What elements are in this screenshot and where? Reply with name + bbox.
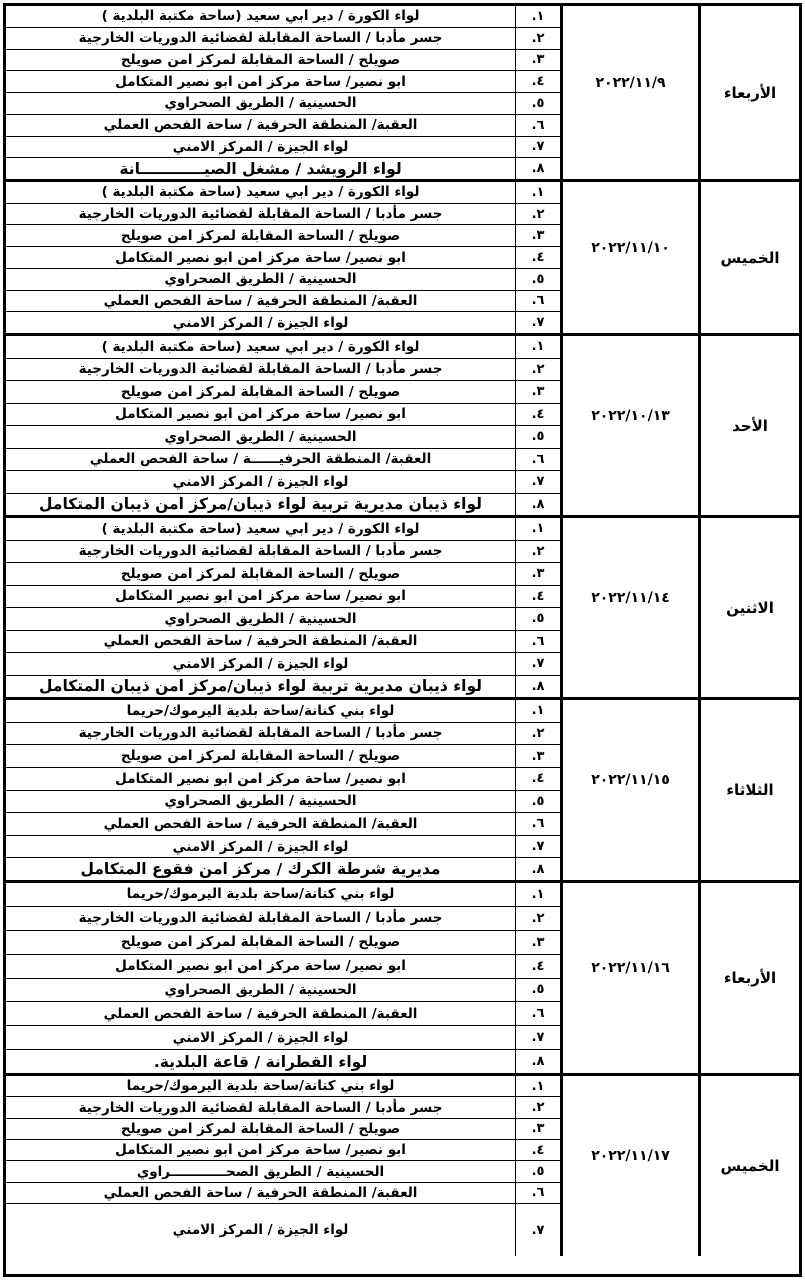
table-row (6, 1204, 560, 1256)
location-cell: لواء الجيزة / المركز الامني (172, 314, 349, 331)
row-number: ٥. (515, 93, 560, 114)
table-row (6, 6, 560, 28)
location-cell: الحسينية / الطريق الصحــــــــــــراوي (136, 1163, 385, 1180)
date-label: ٢٠٢٢/١١/١٠ (591, 239, 670, 256)
row-number: ٤. (515, 1140, 560, 1160)
location-cell: جسر مأدبا / الساحة المقابلة لقضائية الدوريات الخارجية (78, 910, 443, 927)
day-label: الخميس (720, 1157, 780, 1175)
table-row (6, 541, 560, 564)
day-cell (698, 182, 799, 333)
date-label: ٢٠٢٢/١١/١٦ (591, 960, 670, 976)
date-label: ٢٠٢٢/١١/٩ (595, 74, 666, 91)
location-cell: صويلح / الساحة المقابلة لمركز امن صويلح (120, 227, 401, 244)
location-rows (6, 518, 560, 697)
location-cell: الحسينية / الطريق الصحراوي (164, 981, 357, 998)
table-row (6, 404, 560, 427)
location-cell: لواء الكورة / دير ابي سعيد (ساحة مكتبة البلدية ) (101, 184, 420, 201)
location-cell: ابو نصير/ ساحة مركز امن ابو نصير المتكامل (115, 958, 406, 975)
day-label: الاثنين (726, 598, 774, 617)
day-block (6, 700, 799, 883)
location-cell: الحسينية / الطريق الصحراوي (164, 271, 357, 288)
table-row (6, 1002, 560, 1026)
location-cell: الحسينية / الطريق الصحراوي (164, 610, 357, 627)
row-number: ١. (515, 883, 560, 906)
table-row (6, 182, 560, 204)
day-label: الأربعاء (723, 969, 777, 987)
location-cell: لواء الكورة / دير ابي سعيد (ساحة مكتبة البلدية ) (101, 338, 420, 355)
location-cell: مديرية شرطة الكرك / مركز امن فقوع المتكامل (80, 860, 441, 879)
row-number: ٤. (515, 404, 560, 426)
location-cell: صويلح / الساحة المقابلة لمركز امن صويلح (120, 565, 401, 582)
table-row (6, 1026, 560, 1050)
table-row (6, 723, 560, 746)
day-label: الخميس (720, 248, 780, 267)
day-cell (698, 700, 799, 880)
row-number: ١. (515, 1076, 560, 1096)
row-number: ٥. (515, 269, 560, 290)
row-number: ٤. (515, 586, 560, 608)
row-number: ٧. (515, 1026, 560, 1049)
table-row (6, 115, 560, 137)
row-number: ٧. (515, 653, 560, 675)
row-number: ٦. (515, 631, 560, 653)
row-number: ٨. (515, 158, 560, 179)
table-row (6, 426, 560, 449)
day-block (6, 1076, 799, 1256)
table-row (6, 471, 560, 494)
location-cell: ابو نصير/ ساحة مركز امن ابو نصير المتكامل (115, 406, 406, 423)
row-number: ٤. (515, 955, 560, 978)
table-row (6, 225, 560, 247)
row-number: ٥. (515, 979, 560, 1002)
row-number: ٨. (515, 676, 560, 698)
date-label: ٢٠٢٢/١١/١٧ (591, 1148, 670, 1164)
table-row (6, 907, 560, 931)
row-number: ٥. (515, 426, 560, 448)
table-row (6, 158, 560, 179)
row-number: ١. (515, 182, 560, 203)
day-block (6, 518, 799, 700)
row-number: ٣. (515, 225, 560, 246)
row-number: ٣. (515, 1119, 560, 1139)
row-number: ٤. (515, 71, 560, 92)
row-number: ٦. (515, 1002, 560, 1025)
table-row (6, 676, 560, 698)
location-cell: لواء الجيزة / المركز الامني (172, 1222, 349, 1238)
location-cell: ابو نصير/ ساحة مركز امن ابو نصير المتكامل (115, 73, 406, 90)
location-cell: جسر مأدبا / الساحة المقابلة لقضائية الدوريات الخارجية (78, 1099, 443, 1116)
table-row (6, 791, 560, 814)
location-cell: لواء الجيزة / المركز الامني (172, 473, 349, 490)
row-number: ٧. (515, 471, 560, 493)
row-number: ٢. (515, 204, 560, 225)
date-label: ٢٠٢٢/١١/١٤ (591, 589, 670, 606)
location-cell: لواء الجيزة / المركز الامني (172, 138, 349, 155)
table-row (6, 955, 560, 979)
table-row (6, 813, 560, 836)
location-cell: ابو نصير/ ساحة مركز امن ابو نصير المتكامل (115, 588, 406, 605)
location-cell: صويلح / الساحة المقابلة لمركز امن صويلح (120, 1120, 401, 1137)
date-label: ٢٠٢٢/١٠/١٣ (591, 407, 670, 424)
table-row (6, 745, 560, 768)
table-row (6, 1050, 560, 1073)
table-row (6, 1119, 560, 1140)
date-cell (560, 518, 698, 697)
row-number: ٢. (515, 28, 560, 49)
table-row (6, 883, 560, 907)
row-number: ٥. (515, 608, 560, 630)
row-number: ٣. (515, 745, 560, 767)
location-cell: لواء الكورة / دير ابي سعيد (ساحة مكتبة البلدية ) (101, 520, 420, 537)
row-number: ٥. (515, 1161, 560, 1181)
location-rows (6, 336, 560, 515)
location-cell: جسر مأدبا / الساحة المقابلة لقضائية الدوريات الخارجية (78, 361, 443, 378)
table-row (6, 836, 560, 859)
date-cell (560, 1076, 698, 1256)
location-cell: لواء بني كنانة/ساحة بلدية اليرموك/حريما (126, 1078, 395, 1095)
location-cell: لواء الجيزة / المركز الامني (172, 655, 349, 672)
location-cell: صويلح / الساحة المقابلة لمركز امن صويلح (120, 934, 401, 951)
location-cell: العقبة/ المنطقة الحرفية / ساحة الفحص العملي (103, 292, 418, 309)
day-block (6, 182, 799, 336)
location-cell: ابو نصير/ ساحة مركز امن ابو نصير المتكامل (115, 249, 406, 266)
location-cell: جسر مأدبا / الساحة المقابلة لقضائية الدوريات الخارجية (78, 30, 443, 47)
day-block (6, 336, 799, 518)
location-cell: صويلح / الساحة المقابلة لمركز امن صويلح (120, 383, 401, 400)
date-cell (560, 6, 698, 179)
row-number: ٥. (515, 791, 560, 813)
location-cell: لواء بني كنانة/ساحة بلدية اليرموك/حريما (126, 886, 395, 903)
row-number: ٣. (515, 50, 560, 71)
row-number: ٧. (515, 137, 560, 158)
table-row (6, 204, 560, 226)
table-row (6, 359, 560, 382)
day-block (6, 6, 799, 182)
location-cell: صويلح / الساحة المقابلة لمركز امن صويلح (120, 51, 401, 68)
location-cell: لواء الكورة / دير ابي سعيد (ساحة مكتبة البلدية ) (101, 8, 420, 25)
day-label: الأربعاء (723, 83, 777, 102)
table-row (6, 631, 560, 654)
row-number: ٢. (515, 359, 560, 381)
row-number: ٦. (515, 813, 560, 835)
location-cell: العقبة/ المنطقة الحرفية / ساحة الفحص العملي (103, 815, 418, 832)
day-cell (698, 336, 799, 515)
row-number: ٧. (515, 836, 560, 858)
day-cell (698, 1076, 799, 1256)
location-cell: لواء ذيبان مديرية تربية لواء ذيبان/مركز امن ذيبان المتكامل (39, 677, 482, 696)
row-number: ٢. (515, 907, 560, 930)
row-number: ٣. (515, 931, 560, 954)
location-cell: جسر مأدبا / الساحة المقابلة لقضائية الدوريات الخارجية (78, 206, 443, 223)
location-cell: لواء الجيزة / المركز الامني (172, 1029, 349, 1046)
row-number: ٢. (515, 1097, 560, 1117)
row-number: ٧. (515, 1204, 560, 1256)
table-row (6, 93, 560, 115)
row-number: ٦. (515, 449, 560, 471)
table-row (6, 269, 560, 291)
location-rows (6, 6, 560, 179)
location-rows (6, 883, 560, 1073)
row-number: ٤. (515, 247, 560, 268)
table-row (6, 71, 560, 93)
location-cell: الحسينية / الطريق الصحراوي (164, 793, 357, 810)
location-cell: صويلح / الساحة المقابلة لمركز امن صويلح (120, 748, 401, 765)
location-cell: العقبة/ المنطقة الحرفية / ساحة الفحص العملي (103, 117, 418, 134)
row-number: ٢. (515, 723, 560, 745)
row-number: ٨. (515, 858, 560, 880)
location-rows (6, 1076, 560, 1256)
row-number: ٦. (515, 115, 560, 136)
table-row (6, 858, 560, 880)
row-number: ٦. (515, 291, 560, 312)
table-row (6, 1140, 560, 1161)
row-number: ٤. (515, 768, 560, 790)
day-cell (698, 6, 799, 179)
row-number: ٨. (515, 1050, 560, 1073)
location-cell: لواء القطرانة / قاعة البلدية. (153, 1052, 368, 1071)
schedule-table (3, 3, 802, 1277)
day-cell (698, 883, 799, 1073)
location-cell: لواء الرويشد / مشغل الصيــــــــــــانة (119, 159, 402, 178)
row-number: ٧. (515, 312, 560, 333)
row-number: ٣. (515, 563, 560, 585)
table-row (6, 586, 560, 609)
table-row (6, 653, 560, 676)
location-cell: جسر مأدبا / الساحة المقابلة لقضائية الدوريات الخارجية (78, 543, 443, 560)
location-cell: العقبة/ المنطقة الحرفية / ساحة الفحص العملي (103, 633, 418, 650)
table-row (6, 931, 560, 955)
table-row (6, 291, 560, 313)
table-row (6, 336, 560, 359)
day-label: الأحد (732, 416, 768, 435)
row-number: ٢. (515, 541, 560, 563)
table-row (6, 608, 560, 631)
day-label: الثلاثاء (726, 781, 774, 799)
location-cell: جسر مأدبا / الساحة المقابلة لقضائية الدوريات الخارجية (78, 725, 443, 742)
table-row (6, 1161, 560, 1182)
location-cell: الحسينية / الطريق الصحراوي (164, 95, 357, 112)
row-number: ١. (515, 700, 560, 722)
location-rows (6, 700, 560, 880)
table-row (6, 50, 560, 72)
row-number: ٦. (515, 1183, 560, 1203)
table-row (6, 563, 560, 586)
row-number: ٨. (515, 494, 560, 516)
location-cell: ابو نصير/ ساحة مركز امن ابو نصير المتكامل (115, 770, 406, 787)
table-row (6, 700, 560, 723)
table-row (6, 979, 560, 1003)
location-cell: لواء الجيزة / المركز الامني (172, 838, 349, 855)
table-row (6, 312, 560, 333)
location-cell: لواء بني كنانة/ساحة بلدية اليرموك/حريما (126, 702, 395, 719)
location-cell: العقبة/ المنطقة الحرفية / ساحة الفحص العملي (103, 1184, 418, 1201)
location-cell: لواء ذيبان مديرية تربية لواء ذيبان/مركز امن ذيبان المتكامل (39, 495, 482, 514)
location-cell: الحسينية / الطريق الصحراوي (164, 428, 357, 445)
date-cell (560, 182, 698, 333)
table-row (6, 247, 560, 269)
table-row (6, 518, 560, 541)
table-row (6, 381, 560, 404)
table-row (6, 494, 560, 516)
table-row (6, 28, 560, 50)
row-number: ١. (515, 518, 560, 540)
location-cell: العقبة/ المنطقة الحرفيــــــة / ساحة الفحص العملي (89, 451, 432, 468)
row-number: ٣. (515, 381, 560, 403)
day-block (6, 883, 799, 1076)
date-label: ٢٠٢٢/١١/١٥ (591, 772, 670, 788)
table-row (6, 768, 560, 791)
row-number: ١. (515, 336, 560, 358)
row-number: ١. (515, 6, 560, 27)
date-cell (560, 700, 698, 880)
table-row (6, 449, 560, 472)
day-cell (698, 518, 799, 697)
table-row (6, 1076, 560, 1097)
date-cell (560, 883, 698, 1073)
table-row (6, 1183, 560, 1204)
table-row (6, 137, 560, 159)
location-rows (6, 182, 560, 333)
location-cell: ابو نصير/ ساحة مركز امن ابو نصير المتكامل (115, 1142, 406, 1159)
date-cell (560, 336, 698, 515)
table-row (6, 1097, 560, 1118)
location-cell: العقبة/ المنطقة الحرفية / ساحة الفحص العملي (103, 1005, 418, 1022)
